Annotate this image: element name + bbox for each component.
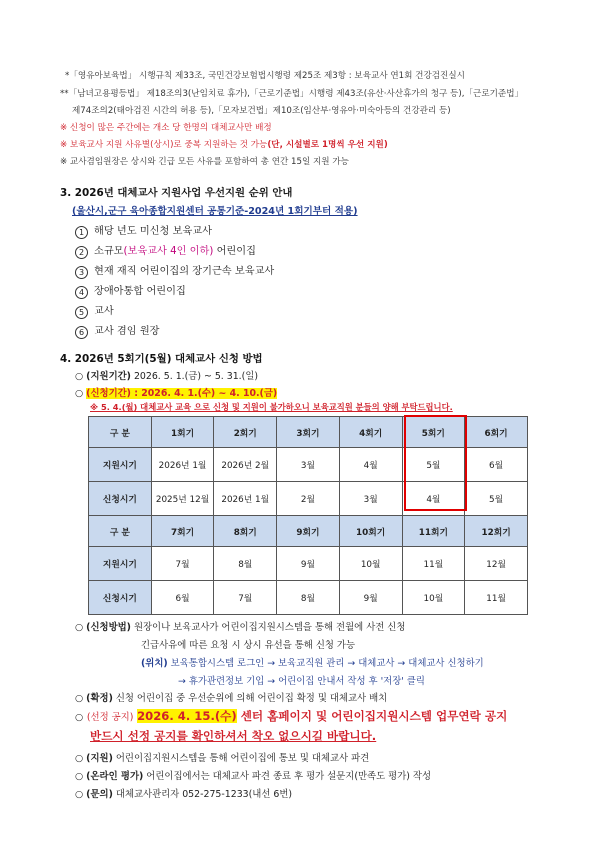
bullet-icon: ○ — [75, 771, 84, 782]
table-cell: 7월 — [214, 581, 277, 615]
selection-notice-date: 2026. 4. 15.(수) — [137, 709, 237, 723]
priority-item-3 — [75, 262, 274, 279]
apply-method-text: 원장이나 보육교사가 어린이집지원시스템을 통해 전월에 사전 신청 — [130, 622, 406, 633]
system-location-cont: → 휴가관련정보 기입 → 어린이집 안내서 작성 후 '저장' 클릭 — [178, 676, 425, 687]
table-cell: 9월 — [339, 581, 402, 615]
table-cell: 2026년 2월 — [214, 448, 277, 482]
table-cell: 5월 — [465, 482, 528, 516]
table-cell: 7월 — [151, 547, 214, 581]
system-location-text: 보육통합시스템 로그인 → 보육교직원 관리 → 대체교사 → 대체교사 신청하기 — [167, 658, 484, 669]
table-cell: 지원시기 — [89, 547, 152, 581]
dispatch-label: (지원) — [86, 753, 113, 764]
online-eval-label: (온라인 평가) — [86, 771, 144, 782]
dispatch — [75, 750, 369, 764]
table-cell: 6월 — [151, 581, 214, 615]
table-cell: 8월 — [277, 581, 340, 615]
table-cell: 8회기 — [214, 516, 277, 547]
table-cell: 2026년 1월 — [151, 448, 214, 482]
apply-note: ※ 5. 4.(월) 대체교사 교육 으로 신청 및 지원이 불가하오니 보육교직원 분들의 양해 부탁드립니다. — [90, 402, 453, 412]
selection-notice — [75, 708, 507, 724]
table-cell: 6월 — [465, 448, 528, 482]
priority-highlight: (보육교사 4인 이하) — [123, 246, 214, 257]
table-cell: 2025년 12월 — [151, 482, 214, 516]
priority-text-post: 어린이집 — [213, 246, 256, 257]
confirm-text: 신청 어린이집 중 우선순위에 의해 어린이집 확정 및 대체교사 배치 — [112, 693, 388, 704]
apply-method-cont: 긴급사유에 따른 요청 시 상시 유선을 통해 신청 가능 — [141, 640, 356, 651]
table-cell: 3월 — [339, 482, 402, 516]
system-location-label: (위치) — [141, 658, 168, 669]
table-cell: 3월 — [277, 448, 340, 482]
contact-label: (문의) — [86, 789, 113, 800]
bullet-icon: ○ — [75, 753, 84, 764]
table-row — [89, 581, 528, 615]
table-cell: 10회기 — [339, 516, 402, 547]
table-cell: 7회기 — [151, 516, 214, 547]
table-cell: 4회기 — [339, 417, 402, 448]
section3-title: 3. 2026년 대체교사 지원사업 우선지원 순위 안내 — [60, 187, 293, 199]
table-cell: 9회기 — [277, 516, 340, 547]
system-location — [141, 655, 484, 669]
priority-num: 5 — [75, 306, 88, 319]
table-cell: 11월 — [465, 581, 528, 615]
online-eval-text: 어린이집에서는 대체교사 파견 종료 후 평가 설문지(만족도 평가) 작성 — [143, 771, 432, 782]
table-cell: 4월 — [402, 482, 465, 516]
selection-notice-cont: 반드시 선정 공지를 확인하셔서 착오 없으시길 바랍니다. — [90, 729, 377, 743]
support-period-value: 2026. 5. 1.(금) ~ 5. 31.(일) — [130, 371, 259, 382]
bullet-icon: ○ — [75, 693, 84, 704]
table-cell: 10월 — [402, 581, 465, 615]
table-row — [89, 417, 528, 448]
contact-text: 대체교사관리자 052-275-1233(내선 6번) — [112, 789, 293, 800]
apply-period-label: (신청기간) : 2026. 4. 1.(수) ~ 4. 10.(금) — [86, 388, 278, 399]
note-duplicate-text: ※ 보육교사 지원 사유별(상시)로 중복 지원하는 것 가능 — [60, 140, 268, 150]
table-cell: 12월 — [465, 547, 528, 581]
table-cell: 4월 — [339, 448, 402, 482]
table-cell: 10월 — [339, 547, 402, 581]
priority-text: 소규모 — [94, 246, 124, 257]
priority-item-5 — [75, 302, 114, 319]
priority-item-4 — [75, 282, 186, 299]
section3-subtitle: (울산시,군구 육아종합지원센터 공통기준-2024년 1회기부터 적용) — [72, 206, 358, 217]
selection-notice-text: 센터 홈페이지 및 어린이집지원시스템 업무연락 공지 — [236, 709, 508, 723]
priority-text: 장애아통합 어린이집 — [94, 286, 186, 297]
footnote-2-cont: 제74조의2(태아검진 시간의 허용 등),「모자보건법」제10조(임산부·영유아·미숙아등의 건강관리 등) — [72, 106, 451, 116]
section4-title: 4. 2026년 5회기(5월) 대체교사 신청 방법 — [60, 353, 263, 365]
table-cell: 2026년 1월 — [214, 482, 277, 516]
table-cell: 6회기 — [465, 417, 528, 448]
table-cell: 12회기 — [465, 516, 528, 547]
table-cell: 2회기 — [214, 417, 277, 448]
table-row — [89, 516, 528, 547]
table-cell: 1회기 — [151, 417, 214, 448]
table-cell: 5회기 — [402, 417, 465, 448]
online-eval — [75, 768, 431, 782]
priority-num: 6 — [75, 326, 88, 339]
table-cell: 구 분 — [89, 417, 152, 448]
priority-num: 4 — [75, 286, 88, 299]
contact — [75, 786, 292, 800]
table-cell: 11월 — [402, 547, 465, 581]
footnote-1: *「영유아보육법」 시행규칙 제33조, 국민건강보험법시행령 제25조 제3항 : 보육교사 연1회 건강검진실시 — [65, 71, 465, 81]
table-cell: 3회기 — [277, 417, 340, 448]
footnote-2: **「남녀고용평등법」 제18조의3(난임치료 휴가),「근로기준법」시행령 제43조(유산·사산휴가의 청구 등),「근로기준법」 — [60, 89, 524, 99]
dispatch-text: 어린이집지원시스템을 통해 어린이집에 통보 및 대체교사 파견 — [112, 753, 370, 764]
priority-text: 교사 — [94, 306, 114, 317]
table-cell: 신청시기 — [89, 581, 152, 615]
apply-period — [75, 385, 277, 399]
table-cell: 9월 — [277, 547, 340, 581]
table-cell: 지원시기 — [89, 448, 152, 482]
priority-item-1 — [75, 222, 212, 239]
table-cell: 8월 — [214, 547, 277, 581]
confirm — [75, 690, 387, 704]
table-row — [89, 482, 528, 516]
apply-method — [75, 619, 405, 633]
table-cell: 신청시기 — [89, 482, 152, 516]
priority-text: 현재 재직 어린이집의 장기근속 보육교사 — [94, 266, 275, 277]
support-period-label: (지원기간) — [86, 371, 131, 382]
bullet-icon: ○ — [75, 371, 84, 382]
priority-text: 해당 년도 미신청 보육교사 — [94, 226, 212, 237]
support-period — [75, 368, 258, 382]
note-duplicate-bold: (단, 시설별로 1명씩 우선 지원) — [267, 140, 388, 150]
bullet-icon: ○ — [75, 388, 84, 399]
note-busy-week: ※ 신청이 많은 주간에는 개소 당 한명의 대체교사만 배정 — [60, 123, 272, 133]
priority-item-2 — [75, 242, 256, 259]
schedule-table — [88, 416, 528, 615]
table-cell: 11회기 — [402, 516, 465, 547]
table-row — [89, 547, 528, 581]
bullet-icon: ○ — [75, 712, 84, 723]
priority-num: 2 — [75, 246, 88, 259]
priority-item-6 — [75, 322, 160, 339]
priority-num: 3 — [75, 266, 88, 279]
table-cell: 2월 — [277, 482, 340, 516]
table-cell: 5월 — [402, 448, 465, 482]
confirm-label: (확정) — [86, 693, 113, 704]
table-cell: 구 분 — [89, 516, 152, 547]
bullet-icon: ○ — [75, 789, 84, 800]
table-row — [89, 448, 528, 482]
apply-method-label: (신청방법) — [86, 622, 131, 633]
note-principal: ※ 교사겸임원장은 상시와 긴급 모든 사유를 포함하여 총 연간 15일 지원 가능 — [60, 157, 349, 167]
bullet-icon: ○ — [75, 622, 84, 633]
selection-notice-label: (선정 공지) — [86, 712, 134, 723]
note-duplicate — [60, 138, 388, 150]
priority-text: 교사 겸임 원장 — [94, 326, 160, 337]
priority-num: 1 — [75, 226, 88, 239]
